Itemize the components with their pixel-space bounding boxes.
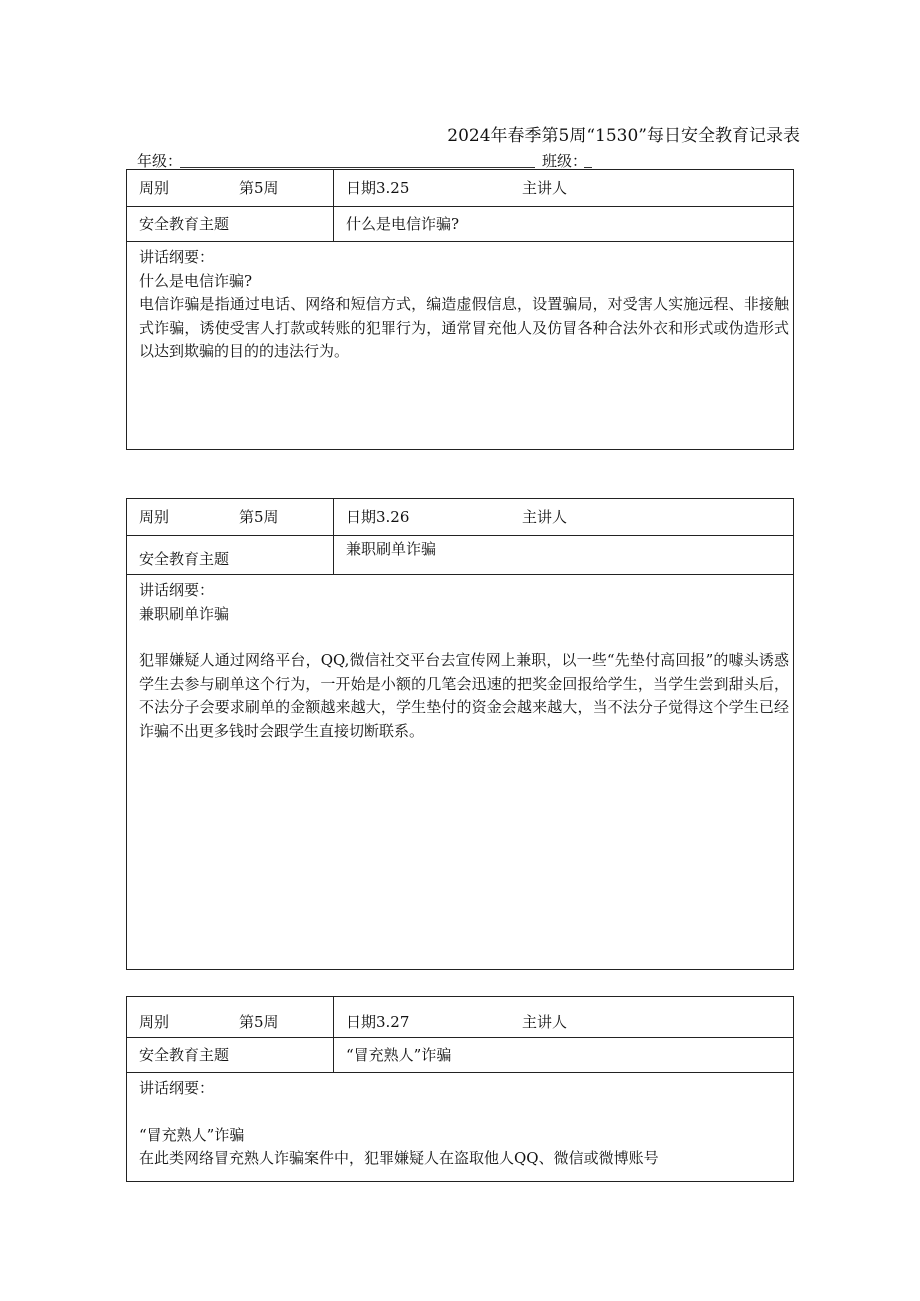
topic-row	[127, 1038, 794, 1073]
outline-row	[127, 242, 794, 450]
spacer	[139, 626, 789, 649]
outline-line: 什么是电信诈骗?	[139, 271, 253, 290]
grade-label: 年级：	[137, 152, 183, 170]
topic-value: “冒充熟人”诈骗	[334, 1038, 794, 1073]
outline-paragraph: 电信诈骗是指通过电话、网络和短信方式，编造虚假信息，设置骗局，对受害人实施远程、非接触式诈骗，诱使受害人打款或转账的犯罪行为，通常冒充他人及仿冒各种合法外衣和形式或伪造形式以达到欺骗的目的的违法行为。	[139, 295, 789, 360]
topic-row	[127, 536, 794, 575]
record-header-row	[127, 170, 794, 207]
outline-paragraph: 犯罪嫌疑人通过网络平台，QQ,微信社交平台去宣传网上兼职，以一些“先垫付高回报”的噱头诱惑学生去参与刷单这个行为，一开始是小额的几笔会迅速的把奖金回报给学生，当学生尝到甜头后，不法分子会要求刷单的金额越来越大，学生垫付的资金会越来越大，当不法分子觉得这个学生已经诈骗不出更多钱时会跟学生直接切断联系。	[139, 651, 789, 740]
outline-cell	[127, 1073, 794, 1182]
date-speaker-cell	[334, 170, 794, 207]
record-header-row	[127, 997, 794, 1038]
week-cell	[127, 170, 334, 207]
spacer	[139, 1101, 789, 1124]
topic-label: 安全教育主题	[127, 536, 334, 575]
topic-value: 什么是电信诈骗?	[334, 207, 794, 242]
outline-cell	[127, 242, 794, 450]
outline-cell	[127, 575, 794, 970]
outline-row	[127, 1073, 794, 1182]
record-table-3	[126, 996, 794, 1182]
speaker-label: 主讲人	[522, 1013, 568, 1031]
week-label: 周别	[139, 179, 170, 197]
record-header-row	[127, 499, 794, 536]
record-table-1	[126, 169, 794, 450]
outline-row	[127, 575, 794, 970]
date-speaker-cell	[334, 997, 794, 1038]
week-value: 第5周	[239, 1013, 279, 1031]
week-cell	[127, 997, 334, 1038]
week-value: 第5周	[239, 179, 279, 197]
outline-paragraph: 在此类网络冒充熟人诈骗案件中，犯罪嫌疑人在盗取他人QQ、微信或微博账号	[139, 1149, 659, 1167]
week-cell	[127, 499, 334, 536]
outline-label: 讲话纲要：	[139, 581, 215, 599]
week-value: 第5周	[239, 508, 279, 526]
week-label: 周别	[139, 1013, 170, 1031]
week-label: 周别	[139, 508, 170, 526]
outline-line: 兼职刷单诈骗	[139, 604, 230, 623]
speaker-label: 主讲人	[522, 179, 568, 197]
class-label: 班级：	[542, 152, 588, 170]
date-value: 日期3.25	[346, 179, 410, 197]
topic-label: 安全教育主题	[127, 1038, 334, 1073]
topic-label: 安全教育主题	[127, 207, 334, 242]
record-table-2	[126, 498, 794, 970]
date-speaker-cell	[334, 499, 794, 536]
outline-line: “冒充熟人”诈骗	[139, 1125, 245, 1144]
speaker-label: 主讲人	[522, 508, 568, 526]
topic-value: 兼职刷单诈骗	[334, 536, 794, 575]
outline-label: 讲话纲要：	[139, 248, 215, 266]
outline-label: 讲话纲要：	[139, 1079, 215, 1097]
date-value: 日期3.27	[346, 1013, 410, 1031]
topic-row	[127, 207, 794, 242]
grade-underline	[180, 167, 535, 168]
class-underline	[584, 167, 592, 168]
date-value: 日期3.26	[346, 508, 410, 526]
document-title: 2024年春季第5周“1530”每日安全教育记录表	[447, 126, 800, 146]
